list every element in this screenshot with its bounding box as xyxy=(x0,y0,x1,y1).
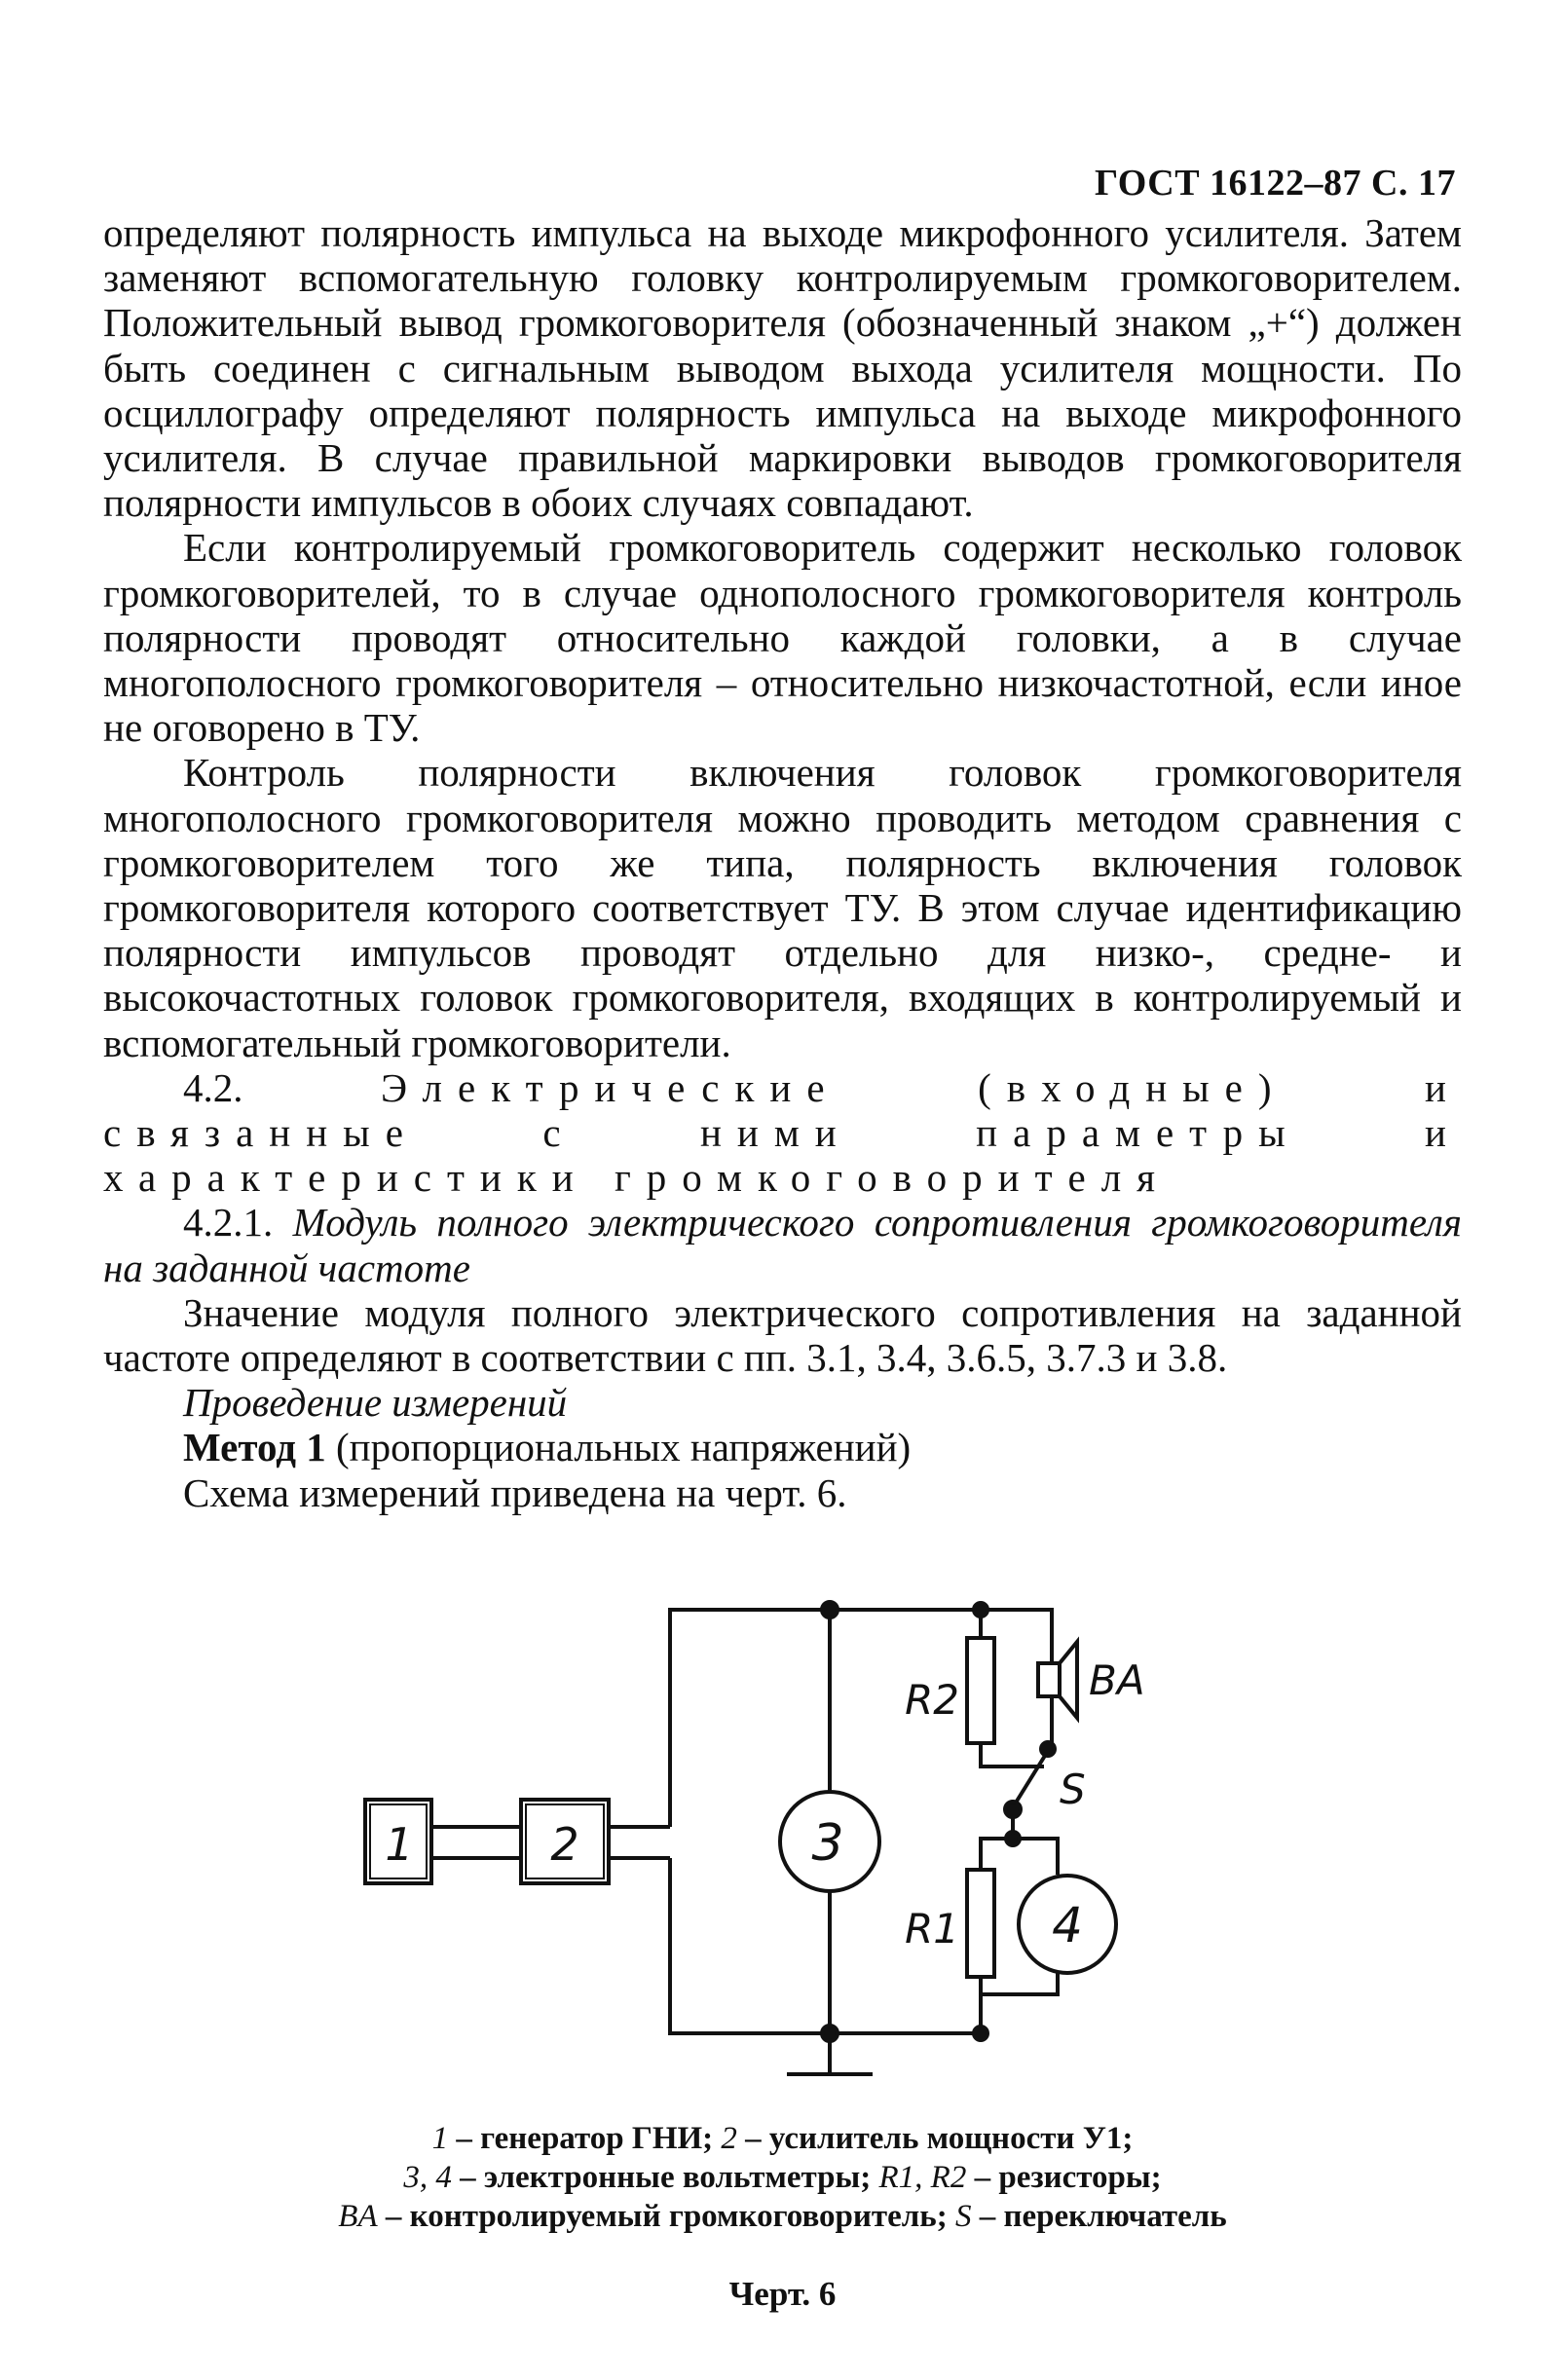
subsection-title: Модуль полного электрического сопротивления громкоговорителя на заданной частоте xyxy=(103,1200,1462,1290)
speaker-cone xyxy=(1060,1642,1077,1718)
caption-item-6: S xyxy=(954,2199,972,2234)
r2-label: R2 xyxy=(905,1676,959,1724)
circuit-figure xyxy=(0,1578,1565,2103)
caption-line-1 xyxy=(0,2121,1565,2157)
resistor-r2 xyxy=(967,1638,994,1743)
voltmeter-3-label: 3 xyxy=(811,1814,844,1873)
body-text xyxy=(103,210,1462,1515)
block-2-label: 2 xyxy=(550,1818,579,1871)
caption-text-4: – резисторы; xyxy=(966,2160,1162,2195)
caption-item-2: 2 xyxy=(721,2121,737,2156)
junction-top xyxy=(822,1602,838,1618)
r2-wire-bottom xyxy=(981,1743,1044,1766)
switch-blade xyxy=(1013,1751,1048,1807)
paragraph-3: Контроль полярности включения головок громкоговорителя многополосного громкоговорителя можно проводить методом сравнения с громкоговорителем того же типа, полярность включения головок громкоговорителя которого соответствует ТУ. В этом случае идентификацию полярности импульсов проводят отдельно для низко-, средне- и высокочастотных головок громкоговорителя, входящих в контролируемый и вспомогательный громкоговорители. xyxy=(103,750,1462,1065)
method-description: (пропорциональных напряжений) xyxy=(325,1425,912,1470)
caption-item-5: BA xyxy=(338,2199,378,2234)
figure-label: Черт. 6 xyxy=(728,2275,837,2313)
section-heading xyxy=(103,1065,1462,1201)
paragraph-2: Если контролируемый громкоговоритель содержит несколько головок громкоговорителей, то в случае однополосного громкоговорителя контроль полярности проводят относительно каждой головки, а в случае многополосного громкоговорителя – относительно низкочастотной, если иное не оговорено в ТУ. xyxy=(103,525,1462,751)
subsection-number: 4.2.1. xyxy=(183,1200,274,1246)
caption-text-3: – электронные вольтметры; xyxy=(451,2160,879,2195)
junction-lower xyxy=(1006,1832,1020,1845)
junction-bottom xyxy=(822,2026,838,2041)
scheme-reference: Схема измерений приведена на черт. 6. xyxy=(183,1469,847,1515)
method-label: Метод 1 xyxy=(183,1425,326,1470)
caption-line-2 xyxy=(0,2160,1565,2196)
method-line xyxy=(103,1425,1462,1469)
measurement-heading: Проведение измерений xyxy=(183,1380,568,1426)
speaker-body xyxy=(1038,1663,1060,1696)
r1-label: R1 xyxy=(905,1905,959,1952)
caption-text-1: – генератор ГНИ; xyxy=(448,2121,722,2156)
switch-label: S xyxy=(1060,1766,1086,1813)
section-number: 4.2. xyxy=(183,1064,243,1110)
subsection-heading xyxy=(103,1200,1462,1289)
caption-item-1: 1 xyxy=(431,2121,449,2156)
caption-text-6: – переключатель xyxy=(971,2199,1227,2234)
block-1-label: 1 xyxy=(385,1818,414,1871)
paragraph-1: определяют полярность импульса на выходе микрофонного усилителя. Затем заменяют вспомогательную головку контролируемым громкоговорителем. Положительный вывод громкоговорителя (обозначенный знаком „+“) должен быть соединен с сигнальным выводом выхода усилителя мощности. По осциллографу определяют полярность импульса на выходе микрофонного усилителя. В случае правильной маркировки выводов громкоговорителя полярности импульсов в обоих случаях совпадают. xyxy=(103,210,1462,526)
caption-text-2: – усилитель мощности У1; xyxy=(736,2121,1134,2156)
section-title: Электрические (входные) и связанные с ними параметры и характеристики громкоговорителя xyxy=(103,1064,1463,1201)
resistor-r1 xyxy=(967,1870,994,1977)
caption-line-3 xyxy=(0,2199,1565,2235)
page-header: ГОСТ 16122–87 С. 17 xyxy=(1095,163,1456,204)
caption-item-4: R1, R2 xyxy=(878,2160,967,2195)
caption-item-3: 3, 4 xyxy=(403,2160,452,2195)
voltmeter-4-label: 4 xyxy=(1052,1897,1083,1953)
paragraph-4: Значение модуля полного электрического сопротивления на заданной частоте определяют в соответствии с пп. 3.1, 3.4, 3.6.5, 3.7.3 и 3.8. xyxy=(103,1289,1462,1381)
circuit-diagram xyxy=(0,1578,1565,2103)
caption-text-5: – контролируемый громкоговоритель; xyxy=(377,2199,955,2234)
speaker-label: BA xyxy=(1089,1656,1145,1704)
